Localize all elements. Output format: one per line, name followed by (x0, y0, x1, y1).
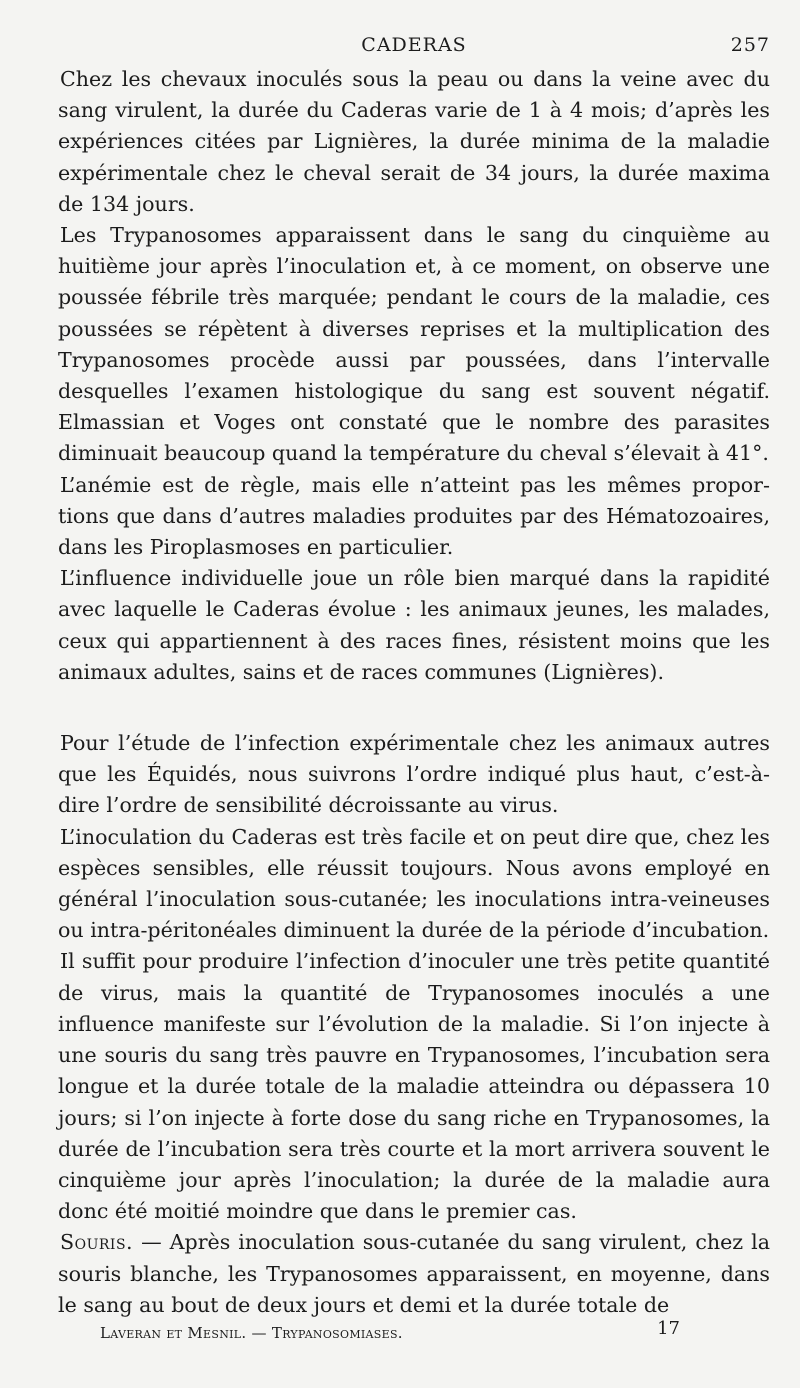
running-head: CADERAS (361, 34, 467, 56)
page-number: 257 (730, 34, 770, 56)
paragraph-8-text: — Après inoculation sous-cutanée du sang virulent, chez la souris blanche, les Trypanosomes apparaissent, en moyenne, dans le sang au bout de deux jours et demi et la durée totale de (58, 1230, 770, 1317)
paragraph-6: L’inoculation du Caderas est très facile et on peut dire que, chez les espèces sensibles, elle réussit toujours. Nous avons employé en général l’inoculation sous-cutanée; les inoculations intra-veineuses ou intra-péritonéales diminuent la durée de la période d’incubation. (58, 824, 770, 943)
footer-authors: Laveran et Mesnil. — Trypanosomiases. (100, 1324, 403, 1342)
page-footer (100, 1318, 700, 1348)
section-break (58, 688, 770, 728)
document-page (58, 30, 770, 1321)
paragraph-lead: Souris. (60, 1230, 134, 1255)
paragraph-1: Chez les chevaux inoculés sous la peau ou dans la veine avec du sang virulent, la durée du Caderas varie de 1 à 4 mois; d’après les expériences citées par Lignières, la durée minima de la maladie expérimentale chez le cheval serait de 34 jours, la durée maxima de 134 jours. (58, 67, 770, 216)
paragraph-3: L’anémie est de règle, mais elle n’atteint pas les mêmes proportions que dans d’autres maladies produites par des Hématozoaires, dans les Piroplasmoses en particulier. (58, 472, 770, 560)
paragraph-8 (58, 1227, 770, 1321)
page-header (58, 30, 770, 64)
signature-mark: 17 (657, 1318, 680, 1339)
paragraph-2: Les Trypanosomes apparaissent dans le sang du cinquième au huitième jour après l’inoculation et, à ce moment, on observe une poussée fébrile très marquée; pendant le cours de la maladie, ces poussées se répètent à diverses reprises et la multiplication des Trypanosomes procède aussi par poussées, dans l’intervalle desquelles l’examen histologique du sang est souvent négatif. Elmassian et Voges ont constaté que le nombre des parasites diminuait beaucoup quand la température du cheval s’élevait à 41°. (58, 223, 770, 466)
paragraph-7: Il suffit pour produire l’infection d’inoculer une très petite quantité de virus, mais la quantité de Trypanosomes inoculés a une influence manifeste sur l’évolution de la maladie. Si l’on injecte à une souris du sang très pauvre en Trypanosomes, l’incubation sera longue et la durée totale de la maladie atteindra ou dépassera 10 jours; si l’on injecte à forte dose du sang riche en Trypanosomes, la durée de l’incubation sera très courte et la mort arrivera souvent le cinquième jour après l’inoculation; la durée de la maladie aura donc été moitié moindre que dans le premier cas. (58, 949, 770, 1224)
body-text (58, 64, 770, 1321)
paragraph-5: Pour l’étude de l’infection expérimentale chez les animaux autres que les Équidés, nous suivrons l’ordre indiqué plus haut, c’est-à-dire l’ordre de sensibilité décroissante au virus. (58, 731, 770, 818)
paragraph-4: L’influence individuelle joue un rôle bien marqué dans la rapidité avec laquelle le Caderas évolue : les animaux jeunes, les malades, ceux qui appartiennent à des races fines, résistent moins que les animaux adultes, sains et de races communes (Lignières). (58, 566, 770, 684)
